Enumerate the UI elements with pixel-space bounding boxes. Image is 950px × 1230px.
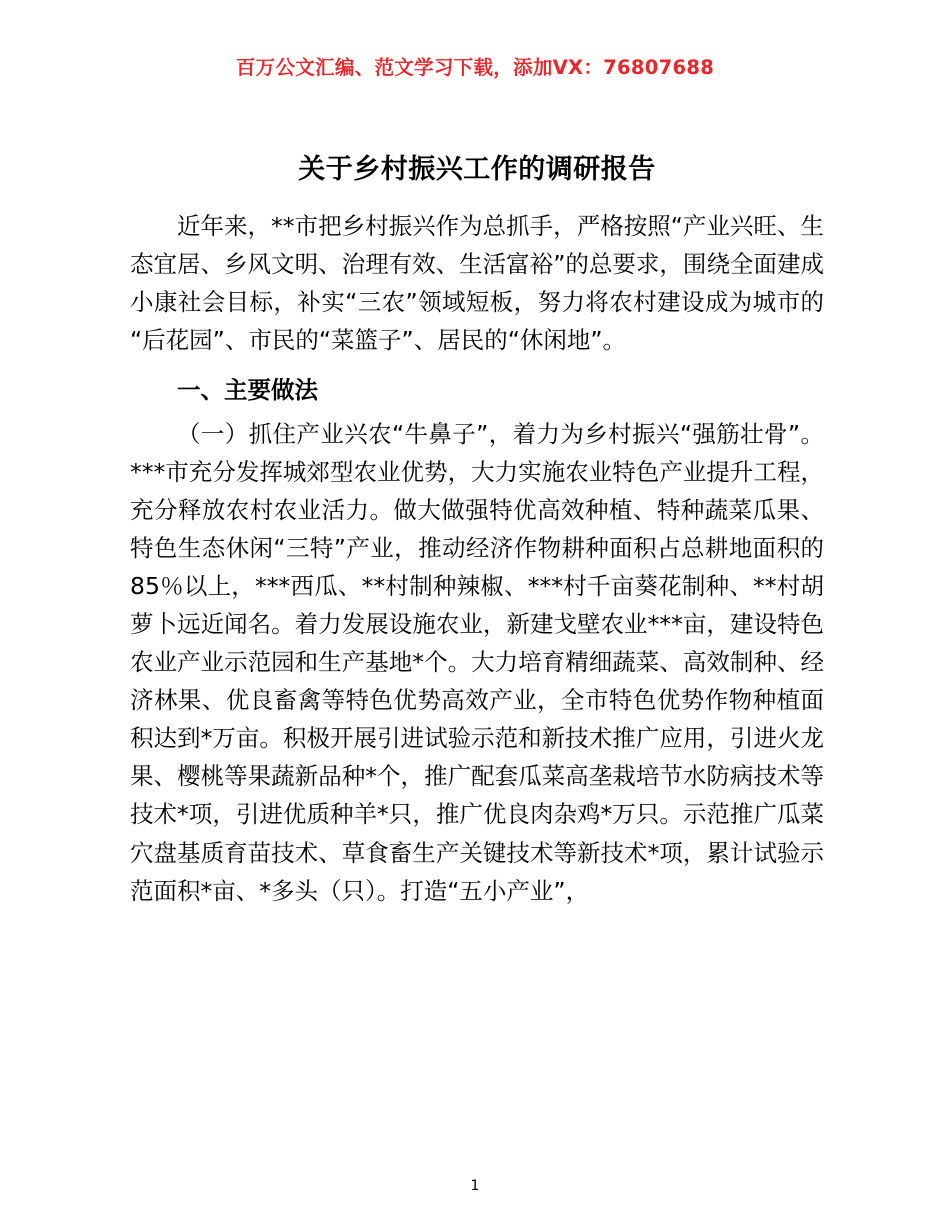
- document-body: [130, 150, 824, 912]
- page-number: 1: [470, 1178, 480, 1194]
- watermark-banner: 百万公文汇编、范文学习下载，添加VX：76807688: [235, 56, 715, 79]
- section-heading-main-practices: 一、主要做法: [177, 375, 318, 404]
- paragraph-subsection-one: （一）抓住产业兴农“牛鼻子”，着力为乡村振兴“强筋壮骨”。***市充分发挥城郊型农业优势，大力实施农业特色产业提升工程，充分释放农村农业活力。做大做强特优高效种植、特种蔬菜瓜果、特色生态休闲“三特”产业，推动经济作物耕种面积占总耕地面积的85％以上，***西瓜、**村制种辣椒、***村千亩葵花制种、**村胡萝卜远近闻名。着力发展设施农业，新建戈壁农业***亩，建设特色农业产业示范园和生产基地*个。大力培育精细蔬菜、高效制种、经济林果、优良畜禽等特色优势高效产业，全市特色优势作物种植面积达到*万亩。积极开展引进试验示范和新技术推广应用，引进火龙果、樱桃等果蔬新品种*个，推广配套瓜菜高垄栽培节水防病技术等技术*项，引进优质种羊*只，推广优良肉杂鸡*万只。示范推广瓜菜穴盘基质育苗技术、草食畜生产关键技术等新技术*项，累计试验示范面积*亩、*多头（只）。打造“五小产业”，: [130, 419, 824, 905]
- paragraph-intro: 近年来，**市把乡村振兴作为总抓手，严格按照“产业兴旺、生态宜居、乡风文明、治理有效、生活富裕”的总要求，围绕全面建成小康社会目标，补实“三农”领域短板，努力将农村建设成为城市的“后花园”、市民的“菜篮子”、居民的“休闲地”。: [130, 211, 824, 354]
- page-title: 关于乡村振兴工作的调研报告: [298, 154, 656, 185]
